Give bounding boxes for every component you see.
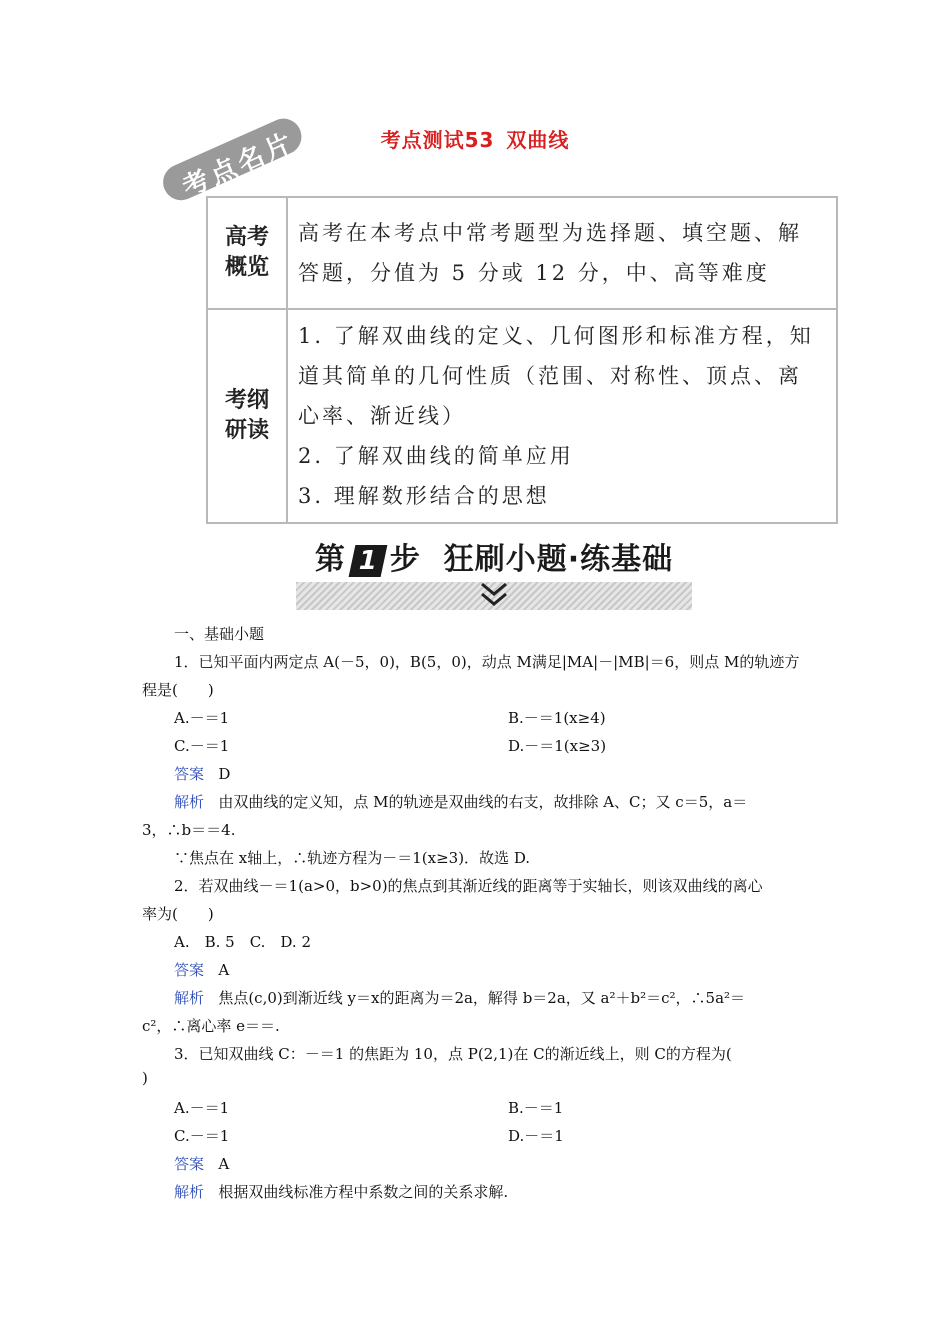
q1-stem-line2: 程是( ): [142, 681, 214, 699]
q2-stem-line2: 率为( ): [142, 905, 214, 923]
step-suffix: 步: [389, 542, 421, 577]
overview-line: 高考在本考点中常考题型为选择题、填空题、解: [298, 221, 802, 245]
analysis-label: 解析: [174, 989, 205, 1007]
syllabus-line: 1. 了解双曲线的定义、几何图形和标准方程，知: [298, 324, 814, 348]
syllabus-content: [287, 309, 837, 523]
section-heading: 一、基础小题: [174, 625, 265, 643]
q3-option-c: C.－＝1: [174, 1127, 230, 1145]
analysis-label: 解析: [174, 1183, 205, 1201]
badge-label: 考点名片: [178, 126, 301, 204]
syllabus-line: 心率、渐近线）: [298, 404, 466, 428]
analysis-label: 解析: [174, 793, 205, 811]
q2-stem-line1: 2．若双曲线－＝1(a>0，b>0)的焦点到其渐近线的距离等于实轴长，则该双曲线的离心: [174, 877, 763, 895]
chevron-down-icon: [478, 580, 510, 610]
overview-row: [207, 197, 837, 309]
q1-stem-line1: 1．已知平面内两定点 A(－5，0)，B(5，0)，动点 M满足|MA|－|MB|＝6，则点 M的轨迹方: [174, 653, 800, 671]
answer-value: A: [218, 1155, 230, 1173]
syllabus-line: 3. 理解数形结合的思想: [298, 484, 550, 508]
answer-label: 答案: [174, 961, 205, 979]
overview-label-line: 概览: [224, 255, 269, 280]
answer-label: 答案: [174, 1155, 205, 1173]
q3-stem-line1: 3．已知双曲线 C：－＝1 的焦距为 10，点 P(2,1)在 C的渐近线上，则 C的方程为(: [174, 1045, 732, 1063]
q1-analysis-line2: 3，∴b＝＝4.: [142, 821, 236, 839]
q2-answer: [174, 960, 229, 980]
syllabus-line: 道其简单的几何性质（范围、对称性、顶点、离: [298, 364, 802, 388]
analysis-text: 由双曲线的定义知，点 M的轨迹是双曲线的右支，故排除 A、C；又 c＝5，a＝: [218, 793, 748, 811]
q1-option-d: D.－＝1(x≥3): [508, 737, 607, 755]
q1-analysis-line1: [174, 792, 747, 812]
q2-analysis-line1: [174, 988, 745, 1008]
q3-option-b: B.－＝1: [508, 1099, 564, 1117]
answer-value: A: [218, 961, 230, 979]
q3-option-d: D.－＝1: [508, 1127, 564, 1145]
overview-line: 答题，分值为 5 分或 12 分，中、高等难度: [298, 261, 770, 285]
syllabus-line: 2. 了解双曲线的简单应用: [298, 444, 574, 468]
syllabus-label-line: 研读: [224, 418, 269, 443]
q1-option-c: C.－＝1: [174, 737, 230, 755]
q3-stem-line2: ): [142, 1069, 148, 1087]
q2-options: A. B. 5 C. D. 2: [174, 933, 311, 951]
syllabus-label-line: 考纲: [224, 388, 269, 413]
answer-label: 答案: [174, 765, 205, 783]
step-prefix: 第: [314, 542, 346, 577]
answer-value: D: [218, 765, 231, 783]
overview-content: [287, 197, 837, 309]
syllabus-row: [207, 309, 837, 523]
title-prefix: 考点测试53: [380, 128, 495, 152]
q1-analysis-line3: ∵焦点在 x轴上，∴轨迹方程为－＝1(x≥3)．故选 D.: [174, 849, 531, 867]
overview-label: [207, 197, 287, 309]
analysis-text: 焦点(c,0)到渐近线 y＝x的距离为＝2a，解得 b＝2a，又 a²＋b²＝c²，∴5a²＝: [218, 989, 746, 1007]
syllabus-label: [207, 309, 287, 523]
q1-option-a: A.－＝1: [174, 709, 230, 727]
q2-analysis-line2: c²，∴离心率 e＝＝.: [142, 1017, 280, 1035]
step-title-text: 狂刷小题·练基础: [443, 542, 674, 577]
step-number: 1: [348, 545, 387, 577]
step-banner-title: [296, 534, 692, 578]
q1-option-b: B.－＝1(x≥4): [508, 709, 606, 727]
q3-option-a: A.－＝1: [174, 1099, 230, 1117]
summary-table: [206, 196, 838, 524]
analysis-text: 根据双曲线标准方程中系数之间的关系求解.: [218, 1183, 509, 1201]
page-title: [0, 124, 950, 153]
title-topic: 双曲线: [506, 128, 570, 152]
q3-answer: [174, 1154, 229, 1174]
q1-answer: [174, 764, 230, 784]
overview-label-line: 高考: [224, 225, 269, 250]
q3-analysis-line1: [174, 1182, 508, 1202]
